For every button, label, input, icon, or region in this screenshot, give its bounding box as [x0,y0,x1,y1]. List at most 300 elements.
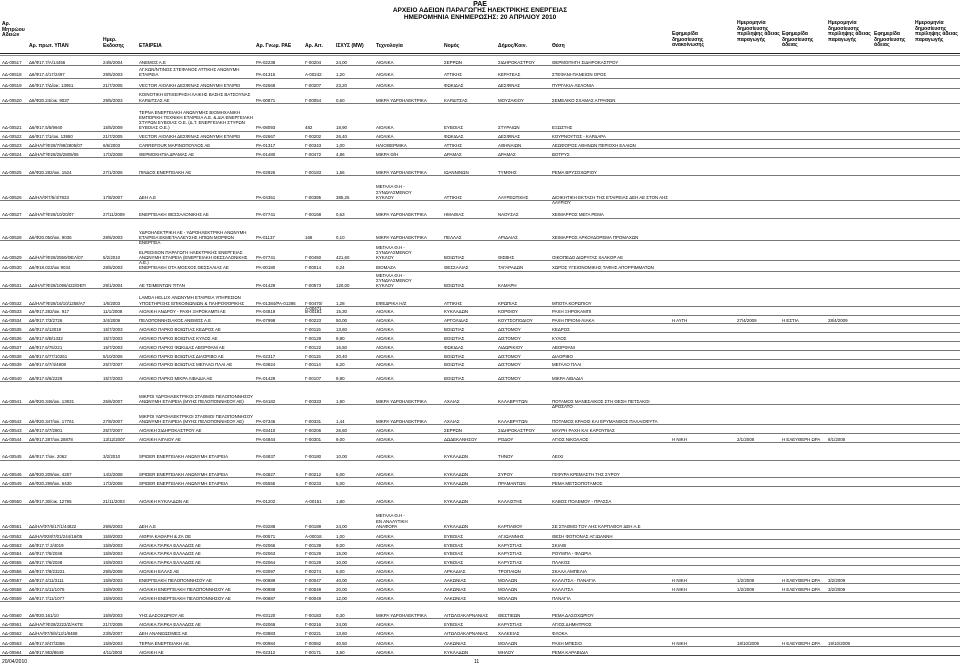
cell-power: 3,60 [336,649,345,655]
cell-prefecture: ΚΥΚΛΑΔΩΝ [444,480,469,486]
cell-company: ΑΙΟΛΙΚΟ ΠΑΡΚΟ ΒΟΙΩΤΙΑΣ ΔΙΑΟΡΙΒΟ ΑΕ [139,353,224,359]
cell-technology: ΜΕΓΑΛΑ Θ.Η - ΣΥΝΔΥΑΣΜΕΝΟΥ ΚΥΚΛΟΥ [376,272,412,288]
cell-rae-opinion: ΡΑ-04837 [256,454,276,460]
cell-power: 23,20 [336,82,347,88]
cell-power: 0,63 [336,212,345,218]
cell-announcement-newspaper: Η ΝΙΚΗ [672,436,687,442]
cell-power: 1,28 [336,300,345,306]
cell-location: ΜΙΚΡΑ ΛΙΒΑΔΙΑ [552,376,584,382]
cell-issue-date: 15/9/2003 [103,613,123,619]
cell-registry-number: ΑΔ-00523 [2,143,22,149]
cell-registry-number: ΑΔ-00541 [2,398,22,404]
cell-issue-date: 11/1/2008 [103,309,123,315]
cell-protocol-number: Δ6/Φ17.6/7/4/4808 [29,362,66,368]
cell-location: ΠΟΤΑΜΟΣ ΜΑΝΕΣΑΙΚΟΣ ΣΤΗ ΘΕΣΗ ΠΕΤΣΑΚΟΙ ΔΡΟΣΑΤΟ [552,398,650,410]
cell-registry-number: ΑΔ-00527 [2,212,22,218]
cell-license-newspaper-1: Η ΕΛΕΥΘΕΡΗ ΩΡΑ [782,640,821,646]
cell-protocol-number: Δ6/Φ17.282/οικ. 917 [29,309,70,315]
cell-location: ΡΕΜΑ ΚΑΡΑΒΙΔΙΑ [552,649,589,655]
cell-rae-opinion: ΡΑ-04182 [256,398,276,404]
cell-protocol-number: Δ6/Φ17.7/οικ. 2062 [29,454,67,460]
cell-application-number: Γ-00014 [305,265,322,271]
cell-technology: ΑΙΟΛΙΚΑ [376,551,394,557]
cell-company: ΔΕΗ Α.Ε [139,194,157,200]
cell-location: ΚΟΥΡΝΟΥΤΟΣ - ΚΑΡΔΑΡΑ [552,134,606,140]
cell-application-number: Γ-00048 [305,586,322,592]
cell-municipality: ΤΡΟΠΑΙΩΝ [498,569,521,575]
cell-location: ΧΕΙΜΑΡΡΟΣ ΜΕΓΑ ΡΕΜΑ [552,212,604,218]
cell-rae-opinion: ΡΑ-02066 [256,542,276,548]
cell-municipality: ΣΤΥΡΑΙΩΝ [498,125,520,131]
cell-power: 1,90 [336,398,345,404]
cell-issue-date: 15/9/2003 [103,577,123,583]
cell-rae-opinion: ΡΑ-02312 [256,649,276,655]
column-header-issue-date: Ημερ. Εκδοσης [103,37,125,49]
cell-issue-date: 15/9/2003 [103,560,123,566]
cell-technology: ΜΙΚΡΑ ΥΔΡΟΗΛΕΚΤΡΙΚΑ [376,235,427,241]
cell-company: ΕΝΕΡΓΕΙΑΚΗ ΟΤΑ ΜΟΣΧΟΣ ΘΕΣΣΑΛΙΑΣ ΑΕ [139,265,229,271]
cell-power: 12,00 [336,595,347,601]
cell-location: ΛΕΙΧΙ [552,454,564,460]
cell-protocol-number: ΔΔ/ΗΛ/Φ7/5/6/12/1/8488 [29,630,78,636]
cell-registry-number: ΑΔ-00522 [2,134,22,140]
cell-location: ΣΕ ΣΤΑΘΜΟ ΤΟΥ ΑΗΣ ΚΑΡΠΑΘΟΥ ΔΕΗ Α.Ε [552,523,641,529]
cell-municipality: ΚΑΡΠΑΘΟΥ [498,523,523,529]
cell-power: 1,80 [336,498,345,504]
cell-registry-number: ΑΔ-00562 [2,630,22,636]
cell-location: ΚΥΛΟΣ [552,335,567,341]
cell-application-number: 168 [305,235,313,241]
cell-application-number: Γ-00221 [305,630,322,636]
cell-municipality: ΚΕΡΑΤΕΑΣ [498,72,521,78]
cell-prefecture: ΛΑΚΩΝΙΑΣ [444,595,467,601]
cell-issue-date: 17/3/2008 [103,151,123,157]
cell-municipality: ΔΕΣΦΙΝΑΣ [498,82,521,88]
table-row [0,88,960,104]
cell-rae-opinion: ΡΑ-04827 [256,472,276,478]
cell-application-number: Γ-00450 [305,255,322,261]
cell-prefecture: ΕΥΒΟΙΑΣ [444,542,464,548]
cell-prefecture: ΕΥΒΟΙΑΣ [444,622,464,628]
table-row [0,240,960,266]
cell-protocol-number: Δ6/Φ17.7/3/2726 [29,318,63,324]
cell-registry-number: ΑΔ-00561 [2,622,22,628]
cell-application-number: Γ-00333 [305,398,322,404]
cell-application-number: Γ-00180 [305,454,322,460]
cell-location: ΜΕΓΑΛΟ ΠΛΑΙ [552,362,582,368]
column-header-protocol-number: Αρ. πρωτ. ΥΠΑΝ [29,43,69,49]
cell-technology: ΑΙΟΛΙΚΑ [376,82,394,88]
cell-issue-date: 15/7/2003 [103,327,123,333]
cell-application-number: 482 [305,125,313,131]
cell-rae-opinion: ΡΑ-01480 [256,151,276,157]
cell-issue-date: 28/5/2003 [103,265,123,271]
cell-application-number: Γ-00274 [305,569,322,575]
cell-issue-date: 3/4/2009 [103,318,121,324]
cell-registry-number: ΑΔ-00531 [2,282,22,288]
cell-location: ΣΕΜΕΛΙΚΟ ΣΧΑΜΑΣ ΑΓΡΑΦΩΝ [552,97,616,103]
cell-license-newspaper-1: Η ΕΛΕΥΘΕΡΗ ΩΡΑ [782,436,821,442]
cell-prefecture: ΑΤΤΙΚΗΣ [444,72,462,78]
cell-power: 26,40 [336,134,347,140]
organization-name: PAE [473,1,487,8]
cell-location: ΚΕΔΡΟΣ [552,327,570,333]
cell-protocol-number: Δ6/Φ17.4/17/2497 [29,72,65,78]
cell-company: ΤΕΡΝΑ ΕΝΕΡΓΕΙΑΚΗ ΑΝΩΝΥΜΗΣ ΒΙΟΜΗΧΑΝΙΚΗ ΕΜΠΟΡΙΚΗ ΤΕΧΝΙΚΗ ΕΤΑΙΡΕΙΑ Α.Ε. & ΔΙΑ ΕΝΕΡΓΕΙΑΚΗ ΣΤΥΡΩΝ ΕΥΒΟΙΑΣ Ο.Ε. (Δ.Τ. ΕΝΕΡΓΕΙΑΚΗ ΣΤΥΡΩΝ ΕΥΒΟΙΑΣ Ο.Ε.) [139,109,254,131]
cell-application-number: Γ-00207 [305,82,322,88]
cell-protocol-number: Δ6/Φ17.30/οικ. 12795 [29,498,72,504]
cell-issue-date: 15/9/2003 [103,595,123,601]
cell-company: ΑΙΟΛΙΚΟ ΠΑΡΚΟ ΒΟΙΩΤΙΑΣ ΚΕΔΡΟΣ ΑΕ [139,327,221,333]
column-header-location: Θέση [552,43,565,49]
cell-publication-date-1: 1/2/2009 [737,577,755,583]
cell-issue-date: 6/6/2003 [103,143,121,149]
cell-rae-opinion: ΡΑ-04844 [256,436,276,442]
cell-location: ΕΞΩΣΤΗΣ [552,125,573,131]
cell-power: 9,90 [336,376,345,382]
cell-registry-number: ΑΔ-00552 [2,533,22,539]
cell-technology: ΑΙΟΛΙΚΑ [376,427,394,433]
cell-technology: ΑΙΟΛΙΚΑ [376,454,394,460]
cell-company: LAMDA HELLIX ΑΝΩΝΥΜΗ ΕΤΑΙΡΕΙΑ ΥΠΗΡΕΣΙΩΝ ΥΠΟΣΤΗΡΙΞΗΣ ΕΠΙΚΟΙΝΩΝΙΩΝ & ΠΛΗΡΟΦΟΡΙΚΗΣ [139,295,245,306]
cell-technology: ΑΙΟΛΙΚΑ [376,309,394,315]
cell-company: ΑΝΕΜΟΣ Α.Ε [139,59,166,65]
cell-issue-date: 5/10/2006 [103,353,123,359]
cell-rae-opinion: ΡΑ-03410 [256,427,276,433]
cell-registry-number: ΑΔ-00528 [2,235,22,241]
cell-registry-number: ΑΔ-00532 [2,300,22,306]
cell-issue-date: 14/2/2008 [103,472,123,478]
cell-rae-opinion: ΡΑ-03120 [256,613,276,619]
cell-technology: ΜΙΚΡΑ ΥΔΡΟΗΛΕΚΤΡΙΚΑ [376,613,427,619]
cell-issue-date: 13/12/2007 [103,436,125,442]
cell-company: ΑΙΟΛΙΚΗ ΑΙΓΑΙΟΥ ΑΕ [139,436,181,442]
column-header-rae-opinion: Αρ. Γνωμ. ΡΑΕ [256,43,292,49]
cell-registry-number: ΑΔ-00558 [2,586,22,592]
cell-protocol-number: Δ6/Φ17.5/11/1075 [29,586,65,592]
cell-rae-opinion: ΡΑ-01384/ΡΑ-01395 [256,300,296,306]
cell-application-number: Γ-00202 [305,134,322,140]
cell-prefecture: ΚΥΚΛΑΔΩΝ [444,309,469,315]
cell-company: ΠΕΛΟΠΟΝΝΗΣΙΑΚΟΣ ΑΝΕΜΟΣ Α.Ε [139,318,212,324]
cell-company: ΑΓ.ΚΩΝ/ΝΤΙΝΟΣ ΣΤΕΦΑΝΟΣ ΑΤΤΙΚΗΣ ΑΝΩΝΥΜΗ ΕΤΑΙΡΕΙΑ [139,67,240,78]
column-header-announcement-newspaper: Εφημερίδα δημοσίευσης ανακοίνωσης [672,31,705,49]
cell-power: 120,00 [336,282,350,288]
cell-municipality: ΔΙΣΤΟΜΟΥ [498,353,521,359]
cell-protocol-number: Δ6/Φ20.050/οικ. 9036 [29,235,72,241]
cell-issue-date: 29/5/2008 [103,569,123,575]
cell-municipality: ΤΥΜΦΗΣ [498,169,517,175]
cell-registry-number: ΑΔ-00519 [2,82,22,88]
cell-municipality: ΧΑΛΚΕΙΑΣ [498,630,520,636]
cell-announcement-newspaper: Η ΝΙΚΗ [672,586,687,592]
cell-protocol-number: Δ6/Φ17.7/Δ/οικ. 13951 [29,82,74,88]
cell-location: ΡΑΧΗ ΜΠΕΣΙΟ [552,640,582,646]
cell-issue-date: 25/7/2007 [103,427,123,433]
cell-prefecture: ΗΜΑΘΙΑΣ [444,212,464,218]
cell-company: ΑΕ ΤΣΙΜΕΝΤΩΝ ΤΙΤΑΝ [139,282,185,288]
cell-company: ΑΙΟΛΙΚΟ ΠΑΡΚΟ ΜΙΚΡΑ ΛΙΒΑΔΙΑ ΑΕ [139,376,213,382]
cell-location: ΜΑΥΡΗ ΡΑΧΗ ΚΑΙ ΚΑΡΟΥΠΙΑΣ [552,427,615,433]
cell-protocol-number: Δ6/Φ20.24/οικ. 9037 [29,97,70,103]
cell-company: ΑΙΟΛΙΚΗ ΑΕ [139,649,164,655]
cell-location: ΛΕΩΦΟΡΟΣ ΑΘΗΝΩΝ ΠΕΡΙΟΧΗ ΕΛΑΙΩΝ [552,143,636,149]
cell-power: 20,40 [336,353,347,359]
cell-protocol-number: Δ6/Φ17.7/8/23221 [29,569,65,575]
cell-issue-date: 27/8/2007 [103,419,123,425]
cell-municipality: ΚΑΛΑΒΡΥΤΩΝ [498,419,528,425]
cell-location: ΔΙΟΙΚΗΤΙΚΗ ΕΚΤΑΣΗ ΤΗΣ ΕΤΑΙΡΕΙΑΣ ΔΕΗ ΑΕ ΣΤΟΝ ΑΗΣ ΛΑΥΡΙΟΥ [552,194,668,205]
cell-registry-number: ΑΔ-00529 [2,255,22,261]
cell-prefecture: ΛΑΚΩΝΙΑΣ [444,577,467,583]
cell-prefecture: ΦΩΚΙΔΑΣ [444,134,464,140]
cell-location: ΡΟΥΜΠΑ - ΦΛΩΡΙΑ [552,551,592,557]
cell-application-number: Γ-00128 [305,335,322,341]
cell-rae-opinion: ΡΑ-02238 [256,59,276,65]
cell-location: ΡΕΜΑ ΜΕΤΣΟΠΟΤΑΜΟΣ [552,480,603,486]
cell-rae-opinion: ΡΑ-00889 [256,577,276,583]
cell-prefecture: ΛΑΚΩΝΙΑΣ [444,586,467,592]
cell-power: 0,60 [336,97,345,103]
cell-application-number: Α-00151 [305,498,322,504]
cell-application-number: Γ-00115 [305,327,321,333]
table-row [0,175,960,205]
cell-issue-date: 25/6/2007 [103,398,123,404]
cell-power: 4,86 [336,151,345,157]
cell-technology: ΗΛΙΟΘΕΡΜΙΚΑ [376,143,407,149]
cell-registry-number: ΑΔ-00521 [2,125,22,131]
cell-power: 5,00 [336,480,345,486]
cell-location: ΠΥΡΓΑΚΙΑ-ΛΕΛΟΝΙΑ [552,82,594,88]
cell-rae-opinion: ΡΑ-02317 [256,353,276,359]
cell-publication-date-1: 18/10/2009 [737,640,759,646]
cell-protocol-number: Δ6/Φ17.6/7/2801 [29,427,63,433]
column-header-municipality: Δήμος/Κοιν. [498,43,527,49]
table-row [0,103,960,132]
column-header-publication-date-1: Ημερομηνία δημοσίευσης περίληψης άδειας παραγωγής [737,20,780,43]
cell-rae-opinion: ΡΑ-01315 [256,72,276,78]
cell-prefecture: ΦΩΚΙΔΑΣ [444,344,464,350]
table-row [0,65,960,79]
cell-registry-number: ΑΔ-00550 [2,498,22,504]
cell-application-number: Γ-00082 [305,640,322,646]
cell-registry-number: ΑΔ-00542 [2,419,22,425]
cell-protocol-number: Δ6/Φ20.282/οικ. 1524 [29,169,72,175]
cell-technology: ΜΕΓΑΛΑ Θ.Η - ΣΥΝΔΥΑΣΜΕΝΟΥ ΚΥΚΛΟΥ [376,244,412,261]
table-row [0,368,960,383]
cell-technology: ΕΦΕΔΡΙΚΑ Η/Ζ [376,300,407,306]
cell-technology: ΑΙΟΛΙΚΑ [376,134,394,140]
cell-power: 18,90 [336,125,347,131]
cell-protocol-number: ΔΔ/ΗΛ/Φ/7/5/4/7833 [29,194,69,200]
cell-registry-number: ΑΔ-00526 [2,194,22,200]
cell-location: ΦΛΟΚΑ [552,630,568,636]
cell-technology: ΑΙΟΛΙΚΑ [376,318,394,324]
cell-protocol-number: Δ6/Φ20.299/οικ. 6430 [29,480,72,486]
cell-location: ΠΑΝΑΓΙΑ [552,595,571,601]
cell-municipality: ΚΑΛΛΙΣΤΗΣ [498,498,523,504]
cell-protocol-number: Δ6/Φ17.7/ 2/4019 [29,542,64,548]
cell-registry-number: ΑΔ-00551 [2,523,22,529]
cell-technology: ΒΙΟΜΑΖΑ [376,265,396,271]
cell-prefecture: ΕΥΒΟΙΑΣ [444,560,464,566]
cell-prefecture: ΒΟΙΩΤΙΑΣ [444,327,465,333]
cell-issue-date: 4/11/2003 [103,649,123,655]
cell-rae-opinion: ΡΑ-03288 [256,523,276,529]
cell-location: ΣΤΕΦΑΝΙ-ΠΑΝΕΙΟΝ ΟΡΟΣ [552,72,607,78]
cell-application-number: Γ-00171 [305,649,322,655]
cell-rae-opinion: ΡΑ-07741 [256,255,276,261]
cell-company: ΜΙΚΡΟΙ ΥΔΡΟΗΛΕΚΤΡΙΚΟΙ ΣΤΑΘΜΟΙ ΠΕΛΟΠΟΝΝΗΣΟΥ ΑΝΩΝΥΜΗ ΕΤΑΙΡΕΙΑ (ΜΥΗΣ ΠΕΛΟΠΟΝΝΗΣΟΥ ΑΕ) [139,413,254,425]
cell-municipality: ΚΑΡΥΣΤΙΑΣ [498,622,522,628]
cell-issue-date: 17/3/2008 [103,480,123,486]
cell-registry-number: ΑΔ-00538 [2,353,22,359]
cell-technology: ΑΙΟΛΙΚΑ [376,125,394,131]
cell-registry-number: ΑΔ-00517 [2,59,22,65]
cell-power: 15,30 [336,309,347,315]
cell-technology: ΑΙΟΛΙΚΑ [376,595,394,601]
cell-registry-number: ΑΔ-00543 [2,427,22,433]
cell-municipality: ΚΑΜΑΡΗ [498,282,517,288]
cell-application-number: Γ-00183 [305,613,322,619]
cell-technology: ΜΙΚΡΑ ΥΔΡΟΗΛΕΚΤΡΙΚΑ [376,169,427,175]
cell-registry-number: ΑΔ-00525 [2,169,22,175]
cell-company: ΔΕΗ Α.Ε [139,523,157,529]
cell-protocol-number: Δ6/Φ20.347/οικ. 17761 [29,419,75,425]
cell-application-number: Γ-00129 [305,551,322,557]
cell-technology: ΜΙΚΡΑ ΥΔΡΟΗΛΕΚΤΡΙΚΑ [376,212,427,218]
column-header-publication-date-2: Ημερομηνία δημοσίευσης περίληψης άδειας παραγωγής [828,20,871,43]
cell-publication-date-2: 3/2/2009 [828,586,846,592]
cell-publication-date-1: 27/4/2009 [737,318,757,324]
cell-municipality: ΛΑΥΡΕΩΤΙΚΗΣ [498,194,529,200]
cell-company: ΑΙΟΛΙΚΗ ΣΙΔΗΡΟΚΑΣΤΡΟΥ ΑΕ [139,427,202,433]
cell-rae-opinion: ΡΑ-00888 [256,586,276,592]
cell-prefecture: ΑΤΤΙΚΗΣ [444,300,462,306]
cell-protocol-number: Δ6/Φ17.287/οικ.28878 [29,436,73,442]
cell-location: ΠΟΤΑΜΟΣ ΚΡΑΘΙΣ ΚΑΙ ΕΡΥΜΑΝΘΟΣ ΠΑΛΑΙΟΦΥΤΑ [552,419,658,425]
update-date: ΗΜΕΡΟΜΗΝΙΑ ΕΝΗΜΕΡΩΣΗΣ: 20 ΑΠΡΙΛΙΟΥ 2010 [403,14,557,21]
cell-technology: ΑΙΟΛΙΚΑ [376,436,394,442]
cell-location: ΜΠΟΤΑ ΚΟΡΩΠΙΟΥ [552,300,592,306]
cell-company: ΑΙΟΛΙΚΑ ΠΑΡΚΑ ΕΛΛΑΔΟΣ ΑΕ [139,560,201,566]
cell-prefecture: ΚΥΚΛΑΔΩΝ [444,523,469,529]
cell-protocol-number: Δ6/Φ17.7/6/2048 [29,560,63,566]
cell-company: ΚΟΙΝΟΤΙΚΗ ΕΠΙΧΕΙΡΗΣΗ ΛΑΙΚΗΣ ΒΑΣΗΣ ΒΑΤΣΟΥΝΑΣ ΚΑΡΔΙΤΣΑΣ ΑΕ [139,92,251,103]
cell-issue-date: 15/9/2003 [103,533,123,539]
document-title: ΑΡΧΕΙΟ ΑΔΕΙΩΝ ΠΑΡΑΓΩΓΗΣ ΗΛΕΚΤΡΙΚΗΣ ΕΝΕΡΓΕΙΑΣ [392,7,568,14]
cell-location: ΑΓΙΟΣ ΔΗΜΗΤΡΙΟΣ [552,622,592,628]
cell-issue-date: 5/2/2010 [103,255,121,261]
cell-publication-date-2: 8/1/2008 [828,436,846,442]
cell-application-number: Γ-00204 [305,59,322,65]
cell-rae-opinion: ΡΑ-01137 [256,235,275,241]
cell-protocol-number: Δ6/Φ17.7/11/1077 [29,595,65,601]
cell-prefecture: ΚΥΚΛΑΔΩΝ [444,649,469,655]
cell-application-number: Γ-00385 [305,194,322,200]
cell-application-number: Γ-00122 [305,344,322,350]
cell-rae-opinion: ΡΑ-07345 [256,419,276,425]
cell-publication-date-2: 3/2/2009 [828,577,846,583]
table-row [0,442,960,461]
cell-registry-number: ΑΔ-00549 [2,480,22,486]
column-header-technology: Τεχνολογία [376,43,403,49]
cell-announcement-newspaper: Η ΝΙΚΗ [672,640,687,646]
cell-prefecture: ΑΧΑΙΑΣ [444,419,460,425]
cell-application-number: Γ-00233 [305,480,322,486]
cell-company: ΜΙΚΡΟΙ ΥΔΡΟΗΛΕΚΤΡΙΚΟΙ ΣΤΑΘΜΟΙ ΠΕΛΟΠΟΝΝΗΣΟΥ ΑΝΩΝΥΜΗ ΕΤΑΙΡΕΙΑ (ΜΥΗΣ ΠΕΛΟΠΟΝΝΗΣΟΥ ΑΕ) [139,393,254,404]
cell-municipality: ΔΙΣΤΟΜΟΥ [498,376,521,382]
cell-registry-number: ΑΔ-00534 [2,318,22,324]
cell-announcement-newspaper: Η ΑΥΓΗ [672,318,688,324]
cell-company: ΥΔΡΟΗΛΕΚΤΡΙΚΗ ΑΕ - ΥΔΡΟΗΛΕΚΤΡΙΚΗ ΑΝΩΝΥΜΗ ΕΤΑΙΡΕΙΑ ΕΚΜΕΤΑΛΛΕΥΣΗΣ ΗΠΙΩΝ ΜΟΡΦΩΝ ΕΝΕΡΓΕΙΑ [139,229,247,246]
cell-power: 6,00 [336,569,345,575]
cell-company: ΑΙΟΛΙΚΑ ΠΑΡΚΑ ΕΛΛΑΔΟΣ ΑΕ [139,551,201,557]
cell-municipality: ΜΟΛΑΩΝ [498,595,518,601]
cell-technology: ΑΙΟΛΙΚΑ [376,649,394,655]
cell-power: 9,00 [336,542,345,548]
cell-issue-date: 15/7/2003 [103,335,123,341]
cell-registry-number: ΑΔ-00559 [2,595,22,601]
cell-company: ΑΙΟΛΙΚΟ ΠΑΡΚΟ ΒΟΙΩΤΙΑΣ ΚΥΛΟΣ ΑΕ [139,335,218,341]
table-row [0,486,960,505]
cell-municipality: ΚΑΡΥΣΤΙΑΣ [498,542,522,548]
cell-rae-opinion: ΡΑ-00180 [256,265,276,271]
cell-rae-opinion: ΡΑ-02065 [256,622,276,628]
cell-rae-opinion: ΡΑ-00984 [256,640,276,646]
cell-prefecture: ΒΟΙΩΤΙΑΣ [444,362,465,368]
cell-issue-date: 21/11/2003 [103,498,125,504]
cell-prefecture: ΣΕΡΡΩΝ [444,427,462,433]
cell-registry-number: ΑΔ-00536 [2,335,22,341]
cell-technology: ΑΙΟΛΙΚΑ [376,498,394,504]
cell-protocol-number: ΔΔ/ΗΛ/Γ/Φ28/10/20/07 [29,212,74,218]
cell-application-number: Γ-00470/Α-00471 [305,300,323,311]
cell-issue-date: 15/9/2003 [103,640,123,646]
cell-municipality: ΑΘΗΝΑΙΩΝ [498,143,522,149]
cell-rae-opinion: ΡΑ-02063 [256,551,276,557]
cell-registry-number: ΑΔ-00518 [2,72,22,78]
cell-location: ΡΕΜΑ ΔΑΣΟΧΩΡΙΟΥ [552,613,594,619]
cell-company: ΔΕΗ ΑΝΑΝΕΩΣΙΜΕΣ ΑΕ [139,630,188,636]
cell-protocol-number: Δ6/Φ17.4/11/3111 [29,577,64,583]
cell-publication-date-1: 1/2/2009 [737,586,755,592]
cell-company: ΑΙΟΛΙΚΗ ΑΝΔΡΟΥ - ΡΑΧΗ ΞΗΡΟΚΑΜΠΙ ΑΕ [139,309,226,315]
cell-company: ELPEDISON ΠΑΡΑΓΩΓΗ ΗΛΕΚΤΡΙΚΗΣ ΕΝΕΡΓΕΙΑΣ ΑΝΩΝΥΜΗ ΕΤΑΙΡΕΙΑ (ΕΝΕΡΓΕΙΑΚΗ ΘΕΣΣΑΛΟΝΙΚΗΣ Α.Ε.) [139,250,248,266]
cell-company: ΑΙΟΛΙΚΑ ΠΑΡΚΑ ΕΛΛΑΔΟΣ ΑΕ [139,622,201,628]
cell-prefecture: ΚΥΚΛΑΔΩΝ [444,498,469,504]
column-header-prefecture: Νομός [444,43,460,49]
column-header-company: ΕΤΑΙΡΕΙΑ [139,43,162,49]
cell-power: 20,00 [336,586,347,592]
cell-protocol-number: Δ6/Φ17.7/Α/14456 [29,59,66,65]
cell-company: ΑΙΟΛΙΚΑ ΠΑΡΚΑ ΕΛΛΑΔΟΣ ΑΕ [139,542,201,548]
cell-application-number: Γ-00206 [305,427,322,433]
cell-prefecture: ΚΑΡΔΙΤΣΑΣ [444,97,468,103]
cell-issue-date: 1/6/2003 [103,300,121,306]
cell-application-number: Γ-00049 [305,595,322,601]
cell-municipality: ΔΙΣΤΟΜΟΥ [498,327,521,333]
cell-municipality: ΘΙΣΒΗΣ [498,255,515,261]
cell-municipality: ΘΕΣΤΙΕΩΝ [498,613,521,619]
cell-application-number: Α-00018 [305,533,322,539]
cell-technology: ΜΙΚΡΑ ΥΔΡΟΗΛΕΚΤΡΙΚΑ [376,398,427,404]
cell-application-number: Γ-00573 [305,282,322,288]
cell-power: 24,00 [336,622,347,628]
cell-issue-date: 17/8/2007 [103,194,123,200]
cell-power: 1,56 [336,169,345,175]
cell-application-number: Β-00181 [305,309,322,315]
